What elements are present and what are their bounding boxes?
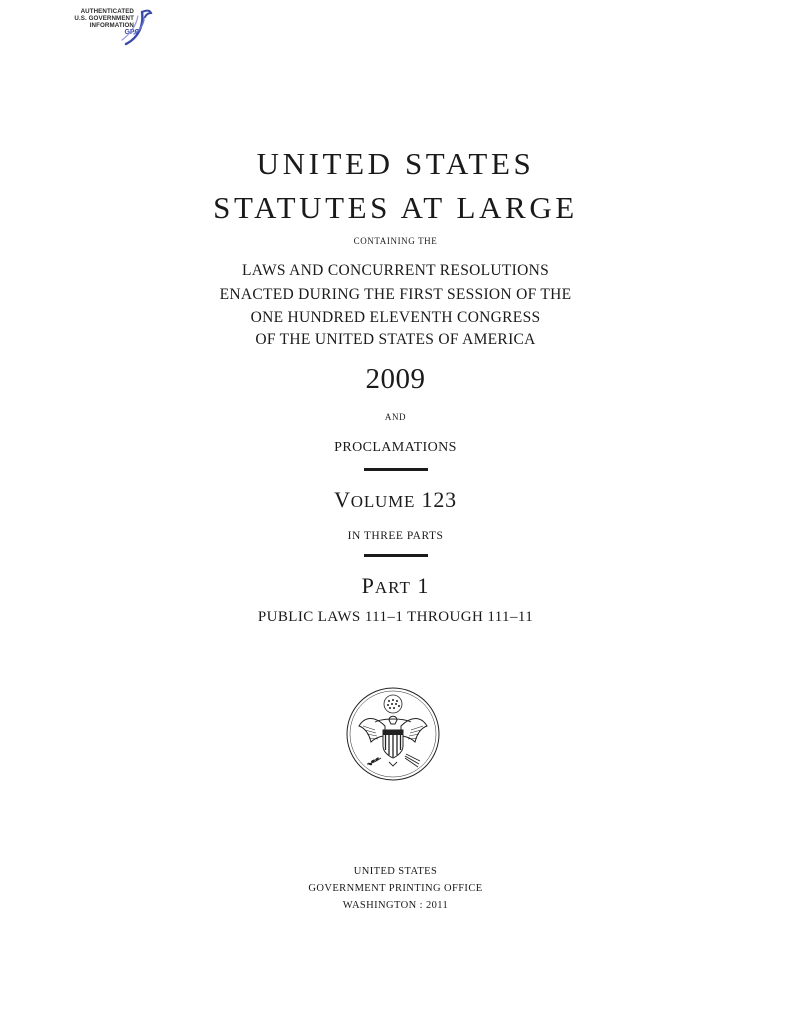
part-word-rest: ART <box>374 578 411 597</box>
description-line-4: OF THE UNITED STATES OF AMERICA <box>255 331 536 348</box>
great-seal-icon <box>345 686 441 782</box>
publisher-line-3: WASHINGTON : 2011 <box>342 900 449 911</box>
volume-initial: V <box>334 487 351 512</box>
description-line-2: ENACTED DURING THE FIRST SESSION OF THE <box>219 286 572 303</box>
stamp-line-1: AUTHENTICATED <box>80 8 134 15</box>
containing-label: CONTAINING THE <box>353 236 438 246</box>
description-line-3: ONE HUNDRED ELEVENTH CONGRESS <box>250 309 541 326</box>
volume-word-rest: OLUME <box>350 492 416 511</box>
and-label: AND <box>384 412 407 422</box>
volume-number: 123 <box>421 487 457 512</box>
part-number: 1 <box>417 573 430 598</box>
publisher-line-2: GOVERNMENT PRINTING OFFICE <box>308 883 483 894</box>
volume-heading <box>0 487 791 515</box>
description-line-1: LAWS AND CONCURRENT RESOLUTIONS <box>241 262 550 279</box>
part-initial: P <box>361 573 375 598</box>
gpo-authentication-stamp <box>60 4 156 48</box>
stamp-line-3: INFORMATION <box>89 22 134 29</box>
parts-note: IN THREE PARTS <box>347 530 444 542</box>
publisher-line-1: UNITED STATES <box>353 866 438 877</box>
title-line-1: UNITED STATES <box>256 146 535 181</box>
part-heading <box>0 573 791 601</box>
divider-rule <box>364 468 428 471</box>
proclamations-label: PROCLAMATIONS <box>334 440 457 455</box>
divider-rule <box>364 554 428 557</box>
year: 2009 <box>365 363 426 395</box>
public-laws-range: PUBLIC LAWS 111–1 THROUGH 111–11 <box>257 609 534 625</box>
gpo-eagle-icon <box>118 4 154 48</box>
stamp-line-2: U.S. GOVERNMENT <box>74 15 134 22</box>
stamp-gpo-mark: GPO <box>124 29 140 36</box>
title-line-2: STATUTES AT LARGE <box>213 190 578 225</box>
